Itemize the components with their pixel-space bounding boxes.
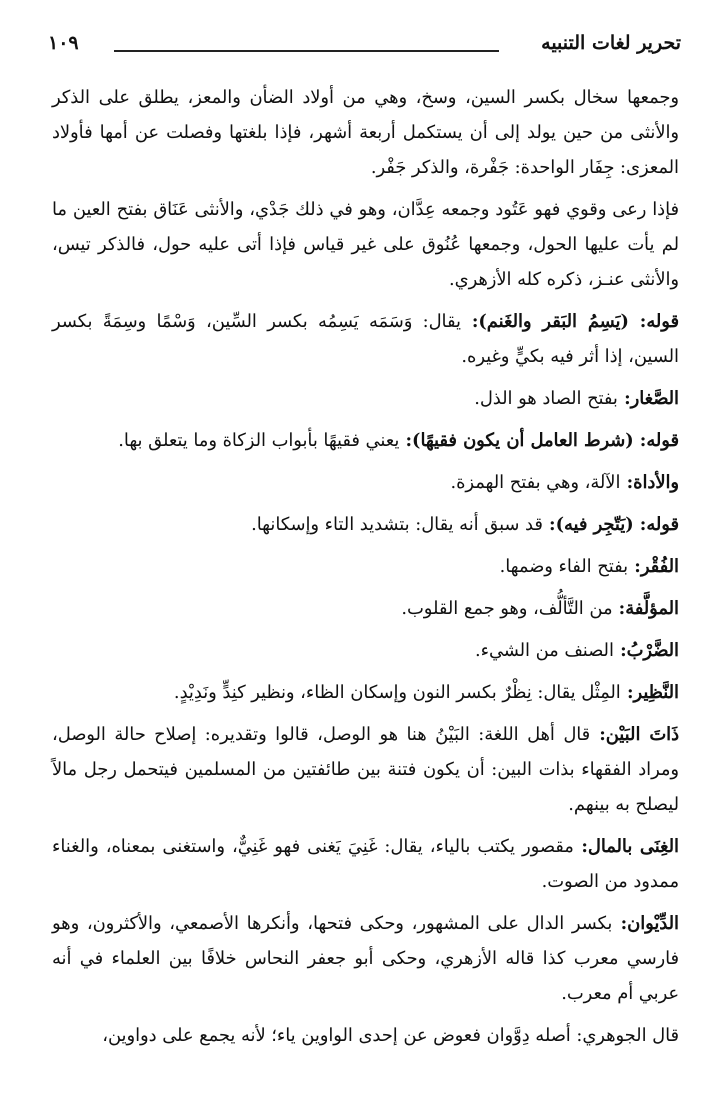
entry-term: والأداة:: [620, 472, 679, 493]
entry-paragraph: [52, 465, 679, 500]
entry-text: يعني فقيهًا بأبواب الزكاة وما يتعلق بها.: [118, 430, 400, 451]
entry-paragraph: [52, 381, 679, 416]
entry-term: الصَّغار:: [617, 388, 679, 409]
paragraph: [52, 192, 679, 297]
entry-text: قال أهل اللغة: البَيْنُ هنا هو الوصل، قالوا وتقديره: إصلاح حالة الوصل، ومراد الفقهاء بذات البين: أن يكون فتنة بين طائفتين من المسلمين فيتحمل رجل مالاً ليصلح به بينهم.: [52, 724, 679, 815]
entry-paragraph: [52, 304, 679, 374]
page-body: [52, 80, 679, 1114]
entry-text: المِثْل يقال: نِظْرٌ بكسر النون وإسكان الظاء، ونظير كنِدٍّ ونَدِيْدٍ.: [173, 682, 621, 703]
entry-text: قد سبق أنه يقال: بتشديد التاء وإسكانها.: [251, 514, 543, 535]
header-rule: [114, 50, 499, 52]
entry-term: ذَاتَ البَيْن:: [590, 724, 679, 745]
entry-text: الصنف من الشيء.: [474, 640, 614, 661]
entry-term: الفُقْر:: [628, 556, 679, 577]
entry-term: النَّظِير:: [620, 682, 679, 703]
entry-paragraph: [52, 423, 679, 458]
entry-paragraph: [52, 675, 679, 710]
page-number: ١٠٩: [48, 32, 79, 54]
entry-term: قوله: (يَسِمُ البَقر والغَنم):: [460, 311, 679, 332]
entry-text: يقال: وَسَمَه يَسِمُه بكسر السِّين، وَسْمًا وسِمَةً بكسر السين، إذا أثر فيه بكيٍّ وغيره.: [52, 311, 679, 367]
entry-term: الدِّيْوان:: [612, 913, 679, 934]
entry-paragraph: [52, 507, 679, 542]
entry-paragraph: [52, 591, 679, 626]
paragraph-text: قال الجوهري: أصله دِوَّوان فعوض عن إحدى الواوين ياء؛ لأنه يجمع على دواوين،: [102, 1025, 679, 1046]
entry-text: بكسر الدال على المشهور، وحكى فتحها، وأنكرها الأصمعي، والأكثرون، وهو فارسي معرب كذا قاله الأزهري، وحكى أبو جعفر النحاس خلافًا بين العلماء في أنه عربي أم معرب.: [52, 913, 679, 1004]
running-title: تحرير لغات التنبيه: [541, 32, 681, 54]
paragraph-text: فإذا رعى وقوي فهو عَتُود وجمعه عِدَّان، وهو في ذلك جَدْي، والأنثى عَنَاق بفتح العين ما لم يأت عليها الحول، وجمعها عُنُوق على غير قياس فإذا أتى عليه حول، فالذكر تيس، والأنثى عنـز، ذكره كله الأزهري.: [52, 199, 679, 290]
entry-text: بفتح الفاء وضمها.: [499, 556, 629, 577]
paragraph-text: وجمعها سخال بكسر السين، وسخ، وهي من أولاد الضأن والمعز، يطلق على الذكر والأنثى من حين يولد إلى أن يستكمل أربعة أشهر، فإذا بلغتها وفصلت عن أمها فأولاد المعزى: جِفَار الواحدة: جَفْرة، والذكر جَفْر.: [52, 87, 679, 178]
page-header: [48, 30, 681, 64]
entry-text: من التَّألُّف، وهو جمع القلوب.: [401, 598, 613, 619]
entry-term: الغِنَى بالمال:: [573, 836, 679, 857]
entry-text: مقصور يكتب بالياء، يقال: غَنِيَ يَغنى فهو غَنِيٌّ، واستغنى بمعناه، والغناء ممدود من الصوت.: [52, 836, 679, 892]
entry-text: الآلة، وهي بفتح الهمزة.: [450, 472, 621, 493]
entry-text: بفتح الصاد هو الذل.: [474, 388, 618, 409]
paragraph: [52, 80, 679, 185]
entry-paragraph: [52, 633, 679, 668]
entry-term: الضَّرْبُ:: [613, 640, 679, 661]
entry-term: المؤلَّفة:: [612, 598, 679, 619]
entry-paragraph: [52, 906, 679, 1011]
entry-term: قوله: (شرط العامل أن يكون فقيهًا):: [399, 430, 679, 451]
entry-paragraph: [52, 717, 679, 822]
entry-paragraph: [52, 829, 679, 899]
entry-term: قوله: (يَتّجِر فيه):: [542, 514, 679, 535]
paragraph: [52, 1018, 679, 1053]
entry-paragraph: [52, 549, 679, 584]
